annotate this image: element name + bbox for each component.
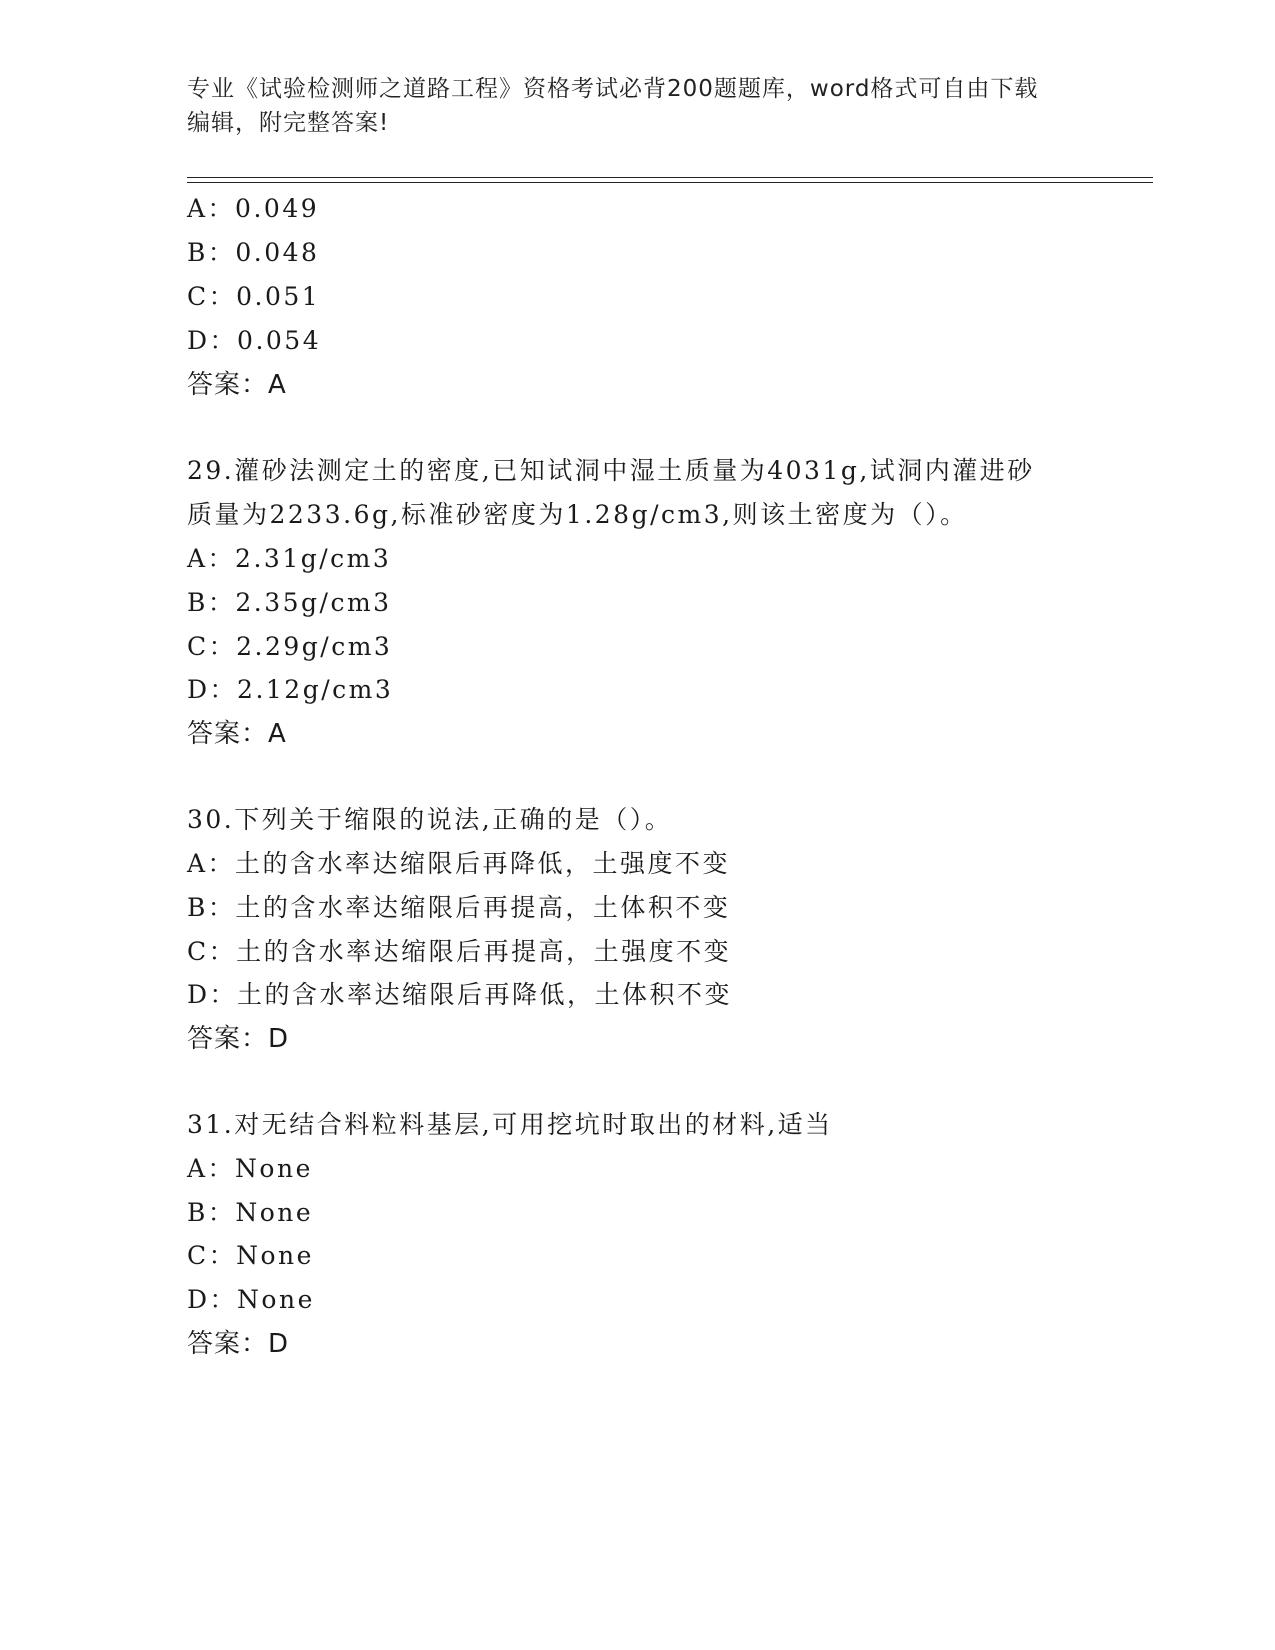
q28-option-a: A：0.049 xyxy=(187,194,320,223)
q29-option-a: A：2.31g/cm3 xyxy=(187,544,392,573)
q30-stem-line-1: 30.下列关于缩限的说法,正确的是（）。 xyxy=(187,805,673,834)
q31-option-a: A：None xyxy=(187,1154,313,1183)
q30-option-b: B：土的含水率达缩限后再提高，土体积不变 xyxy=(187,893,731,922)
document-header xyxy=(187,72,1067,140)
q31-answer: 答案：D xyxy=(187,1329,290,1359)
q29-answer: 答案：A xyxy=(187,719,287,749)
q31-option-c: C：None xyxy=(187,1241,314,1270)
q29-option-d: D：2.12g/cm3 xyxy=(187,675,394,704)
q31-option-d: D：None xyxy=(187,1285,315,1314)
q28-answer: 答案：A xyxy=(187,370,287,400)
q30-option-d: D：土的含水率达缩限后再降低，土体积不变 xyxy=(187,980,733,1009)
q31-option-b: B：None xyxy=(187,1198,314,1227)
q30-option-a: A：土的含水率达缩限后再降低，土强度不变 xyxy=(187,849,731,878)
header-line-2: 编辑，附完整答案! xyxy=(187,110,390,136)
q29-option-c: C：2.29g/cm3 xyxy=(187,632,393,661)
q29-stem-line-1: 29.灌砂法测定土的密度,已知试洞中湿土质量为4031g,试洞内灌进砂 xyxy=(187,456,1035,485)
header-rule-bottom xyxy=(187,182,1153,183)
q30-answer: 答案：D xyxy=(187,1024,290,1054)
q29-option-b: B：2.35g/cm3 xyxy=(187,588,392,617)
q28-option-b: B：0.048 xyxy=(187,238,320,267)
q29-stem-line-2: 质量为2233.6g,标准砂密度为1.28g/cm3,则该土密度为（）。 xyxy=(187,500,968,529)
q28-option-d: D：0.054 xyxy=(187,326,322,355)
q31-stem-line-1: 31.对无结合料粒料基层,可用挖坑时取出的材料,适当 xyxy=(187,1110,833,1139)
header-line-1: 专业《试验检测师之道路工程》资格考试必背200题题库，word格式可自由下载 xyxy=(187,76,1039,102)
q28-option-c: C：0.051 xyxy=(187,282,321,311)
q30-option-c: C：土的含水率达缩限后再提高，土强度不变 xyxy=(187,937,732,966)
header-rule-top xyxy=(187,177,1153,178)
